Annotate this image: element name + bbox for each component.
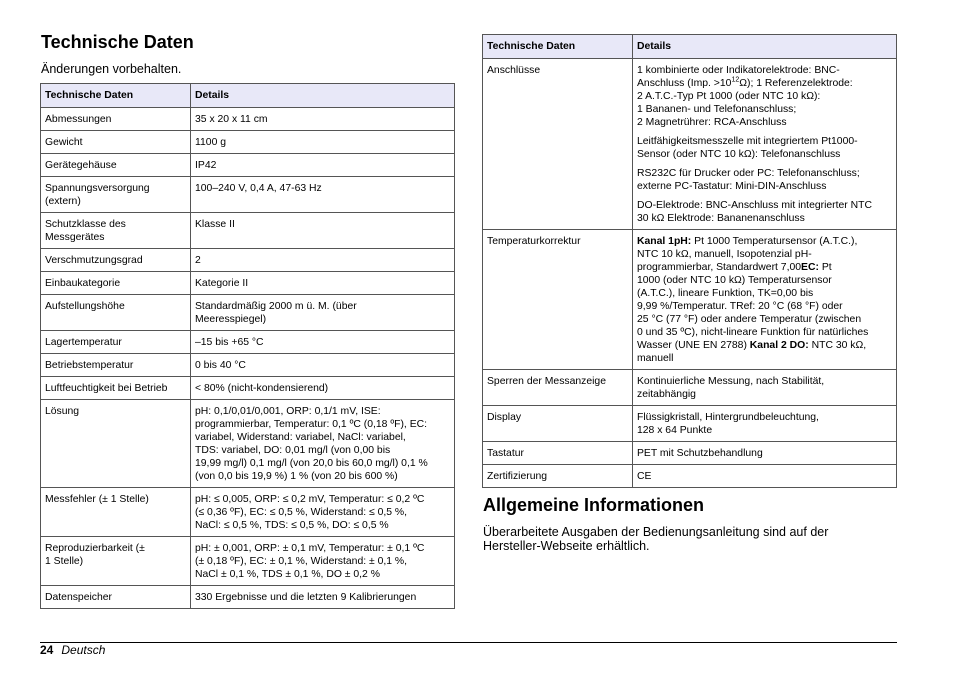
row-key: Sperren der Messanzeige	[483, 370, 633, 406]
row-value: Standardmäßig 2000 m ü. M. (über Meeresspiegel)	[191, 295, 455, 331]
row-key: Temperaturkorrektur	[483, 230, 633, 370]
row-key: Messfehler (± 1 Stelle)	[41, 488, 191, 537]
row-key: Anschlüsse	[483, 59, 633, 230]
row-value: PET mit Schutzbehandlung	[633, 442, 897, 465]
row-value: pH: 0,1/0,01/0,001, ORP: 0,1/1 mV, ISE: programmierbar, Temperatur: 0,1 ºC (0,18 ºF), EC: variabel, Widerstand: variabel, NaCl: variabel, TDS: variabel, DO: 0,01 mg/l (von 0,00 bis 19,99 mg/l) 0,1 mg/l (von 20,0 bis 60,0 mg/l) 0,1 % (von 0,0 bis 19,9 %) 1 % (von 20 bis 600 %)	[191, 400, 455, 488]
footer-language: Deutsch	[61, 643, 106, 657]
change-notice: Änderungen vorbehalten.	[41, 62, 182, 76]
row-key: Datenspeicher	[41, 586, 191, 609]
section-text: Überarbeitete Ausgaben der Bedienungsanleitung sind auf der Hersteller-Webseite erhältlich.	[483, 525, 829, 553]
value-text: NTC 30 kΩ, manuell	[637, 340, 867, 364]
row-value: pH: ± 0,001, ORP: ± 0,1 mV, Temperatur: ± 0,1 ºC (± 0,18 ºF), EC: ± 0,1 %, Widerstand: ± 0,1 %, NaCl ± 0,1 %, TDS ± 0,1 %, DO ± 0,2 %	[191, 537, 455, 586]
footer-divider	[40, 642, 897, 643]
row-value: 100–240 V, 0,4 A, 47-63 Hz	[191, 177, 455, 213]
row-value: Flüssigkristall, Hintergrundbeleuchtung, 128 x 64 Punkte	[633, 406, 897, 442]
table-row	[41, 108, 455, 131]
table-row	[41, 377, 455, 400]
row-key: Reproduzierbarkeit (± 1 Stelle)	[41, 537, 191, 586]
table-row	[41, 177, 455, 213]
row-value: 1100 g	[191, 131, 455, 154]
column-header-spec: Technische Daten	[483, 35, 633, 59]
section-title: Allgemeine Informationen	[483, 495, 705, 515]
row-value: Klasse II	[191, 213, 455, 249]
row-key: Gewicht	[41, 131, 191, 154]
table-row	[41, 488, 455, 537]
row-key: Luftfeuchtigkeit bei Betrieb	[41, 377, 191, 400]
row-key: Abmessungen	[41, 108, 191, 131]
table-header-row	[41, 84, 455, 108]
bold-label: EC:	[801, 262, 819, 273]
table-row	[483, 370, 897, 406]
row-key: Aufstellungshöhe	[41, 295, 191, 331]
row-key: Display	[483, 406, 633, 442]
row-value: Kategorie II	[191, 272, 455, 295]
table-row	[483, 59, 897, 230]
value-text: Pt 1000 (oder NTC 10 kΩ) Temperatursensor (A.T.C.), lineare Funktion, TK=0,00 bis 9,99 %/Temperatur. TRef: 20 °C (68 °F) oder 25 °C (77 °F) oder andere Temperatur (zwischen 0 und 35 ºC), nicht-lineare Funktion für natürliches Wasser (UNE EN 2788)	[637, 262, 869, 351]
connection-text: Ω); 1 Referenzelektrode: 2 A.T.C.-Typ Pt 1000 (oder NTC 10 kΩ): 1 Bananen- und Telefonanschluss; 2 Magnetrührer: RCA-Anschluss	[637, 78, 853, 128]
page-title: Technische Daten	[41, 32, 194, 52]
connection-paragraph: DO-Elektrode: BNC-Anschluss mit integrierter NTC 30 kΩ Elektrode: Bananenanschluss	[637, 200, 873, 224]
table-row	[41, 213, 455, 249]
row-value: 330 Ergebnisse und die letzten 9 Kalibrierungen	[191, 586, 455, 609]
column-header-spec: Technische Daten	[41, 84, 191, 108]
connection-paragraph: Leitfähigkeitsmesszelle mit integriertem Pt1000- Sensor (oder NTC 10 kΩ): Telefonanschluss	[637, 136, 858, 160]
row-value: IP42	[191, 154, 455, 177]
table-row	[41, 154, 455, 177]
spec-table-right-body	[483, 59, 897, 488]
column-header-details: Details	[191, 84, 455, 108]
row-value: –15 bis +65 °C	[191, 331, 455, 354]
row-value: pH: ≤ 0,005, ORP: ≤ 0,2 mV, Temperatur: ≤ 0,2 ºC (≤ 0,36 ºF), EC: ≤ 0,5 %, Widerstand: ≤ 0,5 %, NaCl: ≤ 0,5 %, TDS: ≤ 0,5 %, DO: ≤ 0,5 %	[191, 488, 455, 537]
table-row	[483, 230, 897, 370]
row-key: Gerätegehäuse	[41, 154, 191, 177]
bold-label: Kanal 2 DO:	[749, 340, 809, 351]
table-row	[483, 442, 897, 465]
row-value	[633, 230, 897, 370]
spec-table-left-body	[41, 108, 455, 609]
table-row	[483, 465, 897, 488]
table-row	[483, 406, 897, 442]
row-key: Schutzklasse des Messgerätes	[41, 213, 191, 249]
table-row	[41, 331, 455, 354]
table-row	[41, 537, 455, 586]
row-value: Kontinuierliche Messung, nach Stabilität, zeitabhängig	[633, 370, 897, 406]
spec-table-left	[40, 83, 455, 609]
page-footer	[40, 643, 105, 657]
row-value: 35 x 20 x 11 cm	[191, 108, 455, 131]
connection-paragraph: RS232C für Drucker oder PC: Telefonanschluss; externe PC-Tastatur: Mini-DIN-Anschluss	[637, 168, 860, 192]
table-header-row	[483, 35, 897, 59]
row-key: Lagertemperatur	[41, 331, 191, 354]
page-number: 24	[40, 643, 54, 657]
table-row	[41, 400, 455, 488]
row-key: Spannungsversorgung (extern)	[41, 177, 191, 213]
table-row	[41, 295, 455, 331]
value-text: Pt 1000 Temperatursensor (A.T.C.), NTC 10 kΩ, manuell, Isopotenzial pH- programmierbar, Standardwert 7,00	[637, 236, 858, 273]
row-value	[633, 59, 897, 230]
row-value: 0 bis 40 °C	[191, 354, 455, 377]
bold-label: Kanal 1pH:	[637, 236, 692, 247]
row-key: Tastatur	[483, 442, 633, 465]
column-header-details: Details	[633, 35, 897, 59]
connection-text: 1 kombinierte oder Indikatorelektrode: BNC- Anschluss (Imp. >10	[637, 65, 840, 89]
table-row	[41, 249, 455, 272]
table-row	[41, 354, 455, 377]
superscript: 12	[731, 76, 740, 84]
row-value: 2	[191, 249, 455, 272]
row-value: CE	[633, 465, 897, 488]
row-key: Verschmutzungsgrad	[41, 249, 191, 272]
row-key: Zertifizierung	[483, 465, 633, 488]
spec-table-right	[482, 34, 897, 488]
table-row	[41, 131, 455, 154]
table-row	[41, 272, 455, 295]
connection-paragraph	[637, 64, 892, 129]
row-key: Lösung	[41, 400, 191, 488]
row-key: Betriebstemperatur	[41, 354, 191, 377]
row-key: Einbaukategorie	[41, 272, 191, 295]
table-row	[41, 586, 455, 609]
row-value: < 80% (nicht-kondensierend)	[191, 377, 455, 400]
